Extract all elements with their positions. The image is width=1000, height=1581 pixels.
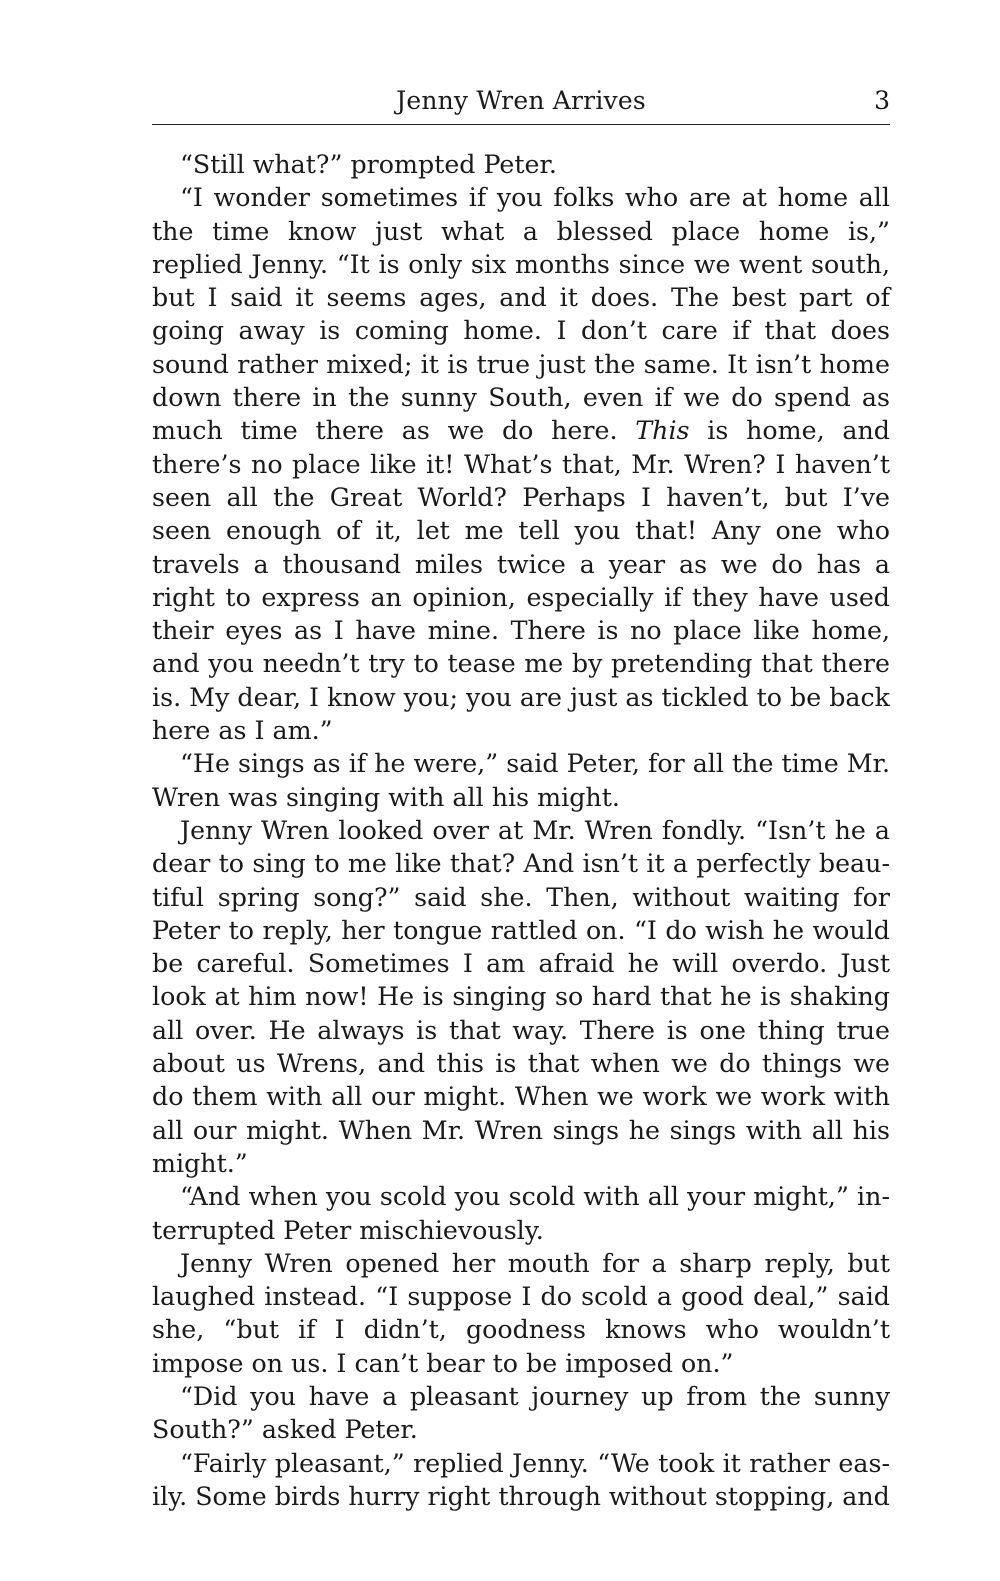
emphasis-text: This — [635, 416, 690, 446]
paragraph: “He sings as if he were,” said Peter, for all the time Mr. Wren was singing with all his might. — [152, 749, 890, 812]
text-run: “I wonder sometimes if you folks who are at home all the time know just what a blessed place home is,” replied Jenny. “It is only six months since we went south, but I said it seems ages, and it does. The best part of going away is coming home. I don’t care if that does sound rather mixed; it is true just the same. It isn’t home down there in the sunny South, even if we do spend as much time there as we do here. — [152, 183, 890, 446]
paragraph: “Did you have a pleasant journey up from the sunny South?” asked Peter. — [152, 1381, 890, 1445]
text-run: is home, and there’s no place like it! What’s that, Mr. Wren? I haven’t seen all the Great World? Perhaps I haven’t, but I’ve seen enough of it, let me tell you that! Any one who travels a thousand miles twice a year as we do has a right to express an opinion, especially if they have used their eyes as I have mine. There is no place like home, and you needn’t try to tease me by pretending that there is. My dear, I know you; you are just as tickled to be back here as I am.” — [152, 416, 890, 746]
body-text — [152, 148, 890, 1513]
paragraph: “Fairly pleasant,” replied Jenny. “We took it rather easily. Some birds hurry right through without stopping, and — [152, 1448, 890, 1511]
paragraph — [152, 181, 890, 747]
paragraph: “And when you scold you scold with all your might,” interrupted Peter mischievously. — [152, 1182, 890, 1245]
page-number: 3 — [874, 86, 890, 115]
paragraph: “Still what?” prompted Peter. — [180, 150, 557, 179]
running-title: Jenny Wren Arrives — [396, 86, 646, 115]
paragraph: Jenny Wren looked over at Mr. Wren fondly. “Isn’t he a dear to sing to me like that? And isn’t it a perfectly beautiful spring song?” said she. Then, without waiting for Peter to reply, her tongue rattled on. “I do wish he would be careful. Sometimes I am afraid he will overdo. Just look at him now! He is singing so hard that he is shaking all over. He always is that way. There is one thing true about us Wrens, and this is that when we do things we do them with all our might. When we work we work with all our might. When Mr. Wren sings he sings with all his might.” — [152, 815, 890, 1178]
page-header — [152, 84, 890, 125]
paragraph: Jenny Wren opened her mouth for a sharp reply, but laughed instead. “I suppose I do scold a good deal,” said she, “but if I didn’t, goodness knows who wouldn’t impose on us. I can’t bear to be imposed on.” — [152, 1248, 890, 1378]
